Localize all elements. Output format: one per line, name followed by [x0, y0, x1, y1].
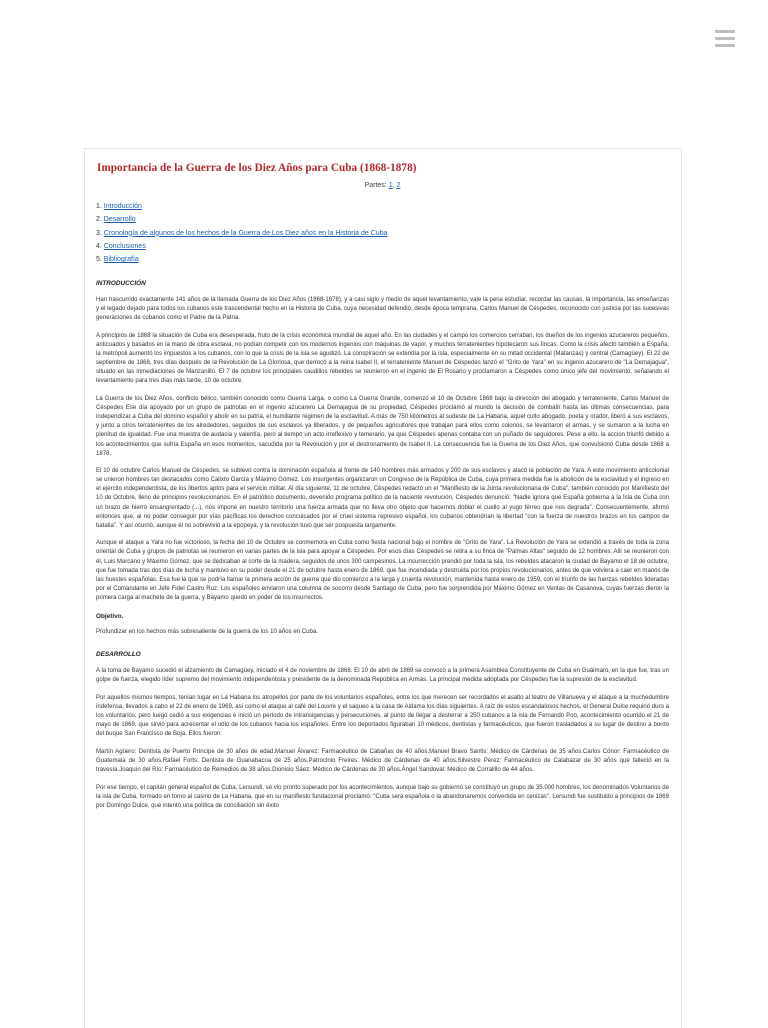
paragraph: Por aquellos mismos tiempos, tenían lugar en La Habana los atropellos por parte de los voluntarios españoles, entre los que merecen ser recordados el asalto al teatro de Villanueva y el ataque a la muchedumbre indefensa, llevados a cabo el 22 de enero de 1969, así como el ataque al café del Louvre y el saqueo a la casa de Aldama los días siguientes. A raíz de estos escandalosos hechos, el General Dulce requirió duro a los voluntarios; pero luego cedió a sus exigencias e inició un período de intransigencias y persecuciones, al punto de llegar a desterrar a 250 cubanos a la isla de Fernando Poo, acontecimiento ocurrido el 21 de mayo de 1869, que sirvió para acrecentar el odio de los cubanos hacia los españoles. Entre los deportados figuraban 10 médicos, dentistas y farmacéuticos, que fueron trasladados a su lugar de destino a bordo del buque San Francisco de Boja. Ellos fueron:: [96, 694, 669, 738]
menu-bar: [715, 30, 735, 33]
table-of-contents: [96, 203, 669, 264]
paragraph: El 10 de octubre Carlos Manuel de Céspedes, se sublevó contra la dominación española al frente de 140 hombres más armados y 200 de sus esclavos y atacó la población de Yara. A este movimiento anticolonial se unieron hombres tan destacados como Calixto García y Máximo Gómez. Los insurgentes organizaron un Congreso de la República de Cuba, cuya primera medida fue la abolición de la esclavitud y el ingreso en el ejército independentista, de los libertos aptos para el servicio militar. Al día siguiente, 11 de octubre, Céspedes redactó un el "Manifiesto de la Junta revolucionaria de Cuba", también conocido por Manifiesto del 10 de Octubre, lleno de principios revolucionarios. En el patriótico documento, devenido programa político de la naciente revolución, Céspedes denunció: "Nadie ignora que España gobierna a la Isla de Cuba con un brazo de hierro ensangrentado (...), nos impone en nuestro territorio una fuerza armada que no lleva otro objeto que hacernos doblar el cuello al yugo férreo que nos degrada". Consecuentemente, afirmó entonces que, al no poder conseguir por vías pacíficas los derechos conculcados por el cruel sistema represivo español, los cubanos obtendrían la libertad "con la fuerza de nuestros brazos en los campos de batalla". Y así ocurrió, aunque él no sobrevivió a la epopeya, y la revolución tuvo que ser pospuesta largamente.: [96, 468, 669, 529]
section-heading-introduccion: INTRODUCCIÓN: [96, 280, 146, 288]
paragraph: Han trascurrido exactamente 141 años de la llamada Guerra de los Diez Años (1868-1878), y a casi siglo y medio de aquel levantamiento, vale la pena estudiar, recordar las causas, la importancia, las enseñanzas y el legado dejado para todos los cubanos este trascendental hecho en la Historia de Cuba, cuya necesidad defendió, desde época temprana, Carlos Manuel de Céspedes, reconocido con justicia por las sucesivas generaciones de cubanos como el Padre de la Patria.: [96, 297, 669, 322]
toc-number: 2.: [96, 216, 102, 224]
hamburger-menu-icon[interactable]: [712, 26, 738, 52]
toc-link-conclusiones[interactable]: Conclusiones: [103, 242, 146, 250]
toc-item: [96, 230, 669, 238]
toc-item: [96, 216, 669, 224]
menu-bar: [715, 44, 735, 47]
objective-heading: Objetivo.: [96, 613, 124, 620]
toc-item: [96, 203, 669, 211]
toc-number: 1.: [96, 203, 102, 210]
menu-bar: [715, 37, 735, 40]
toc-link-introduccion[interactable]: Introducción: [103, 203, 142, 210]
paragraph: A la toma de Bayamo sucedió el alzamiento de Camagüey, iniciado el 4 de noviembre de 1868. El 10 de abril de 1869 se convocó a la primera Asamblea Constituyente de Cuba en Guáimaro, en la que fue, tras un golpe de fuerza, elegido líder supremo del movimiento independentista y presidente de la denominada República en Armas. La principal medida adoptada por Céspedes fue la supresión de la esclavitud.: [96, 668, 669, 684]
toc-number: 4.: [96, 242, 102, 250]
toc-link-cronologia[interactable]: Cronología de algunos de los hechos de la Guerra de Los Diez años en la Historia de Cuba: [103, 229, 388, 237]
section-heading-desarrollo: DESARROLLO: [96, 651, 141, 659]
toc-item: [96, 256, 669, 264]
parts-nav: Partes: 1, 2: [364, 182, 401, 189]
paragraph: Martín Agüero: Dentista de Puerto Príncipe de 30 años de edad.Manuel Álvarez: Farmacéutico de Cabañas de 40 años.Manuel Bravo Santis: Médico de Cárdenas de 35 años.Carlos Cónor: Farmacéutico de Guatemala de 30 años.Rafael Forts: Dentista de Guanabacoa de 25 años.Patrocinio Freires: Médico de Cárdenas de 40 años.Silvestre Pérez: Farmacéutico de Calabazar de 30 años que falleció en la travesía.Joaquín del Río: Farmacéutico de Remedios de 38 años.Dionisio Sáez: Médico de Cárdenas de 30 años.Ángel Sandoval: Médico de Corralillo de 44 años.: [96, 748, 669, 773]
paragraph: La Guerra de los Diez Años, conflicto bélico, también conocido como Guerra Larga, o como La Guerra Grande, comenzó el 10 de Octubre 1868 bajo la dirección del abogado y terrateniente, Carlos Manuel de Céspedes Ese día apoyado por un grupo de patriotas en el ingenio azucarero La Demajagua de su propiedad, Céspedes proclamó al mundo la decisión de combatir hasta las últimas consecuencias, para independizar a Cuba del dominio español y abolir en su patria, el humillante régimen de la esclavitud. A más de 750 kilómetros al sudeste de La Habana, aquel culto abogado, poeta y orador, liberó a sus esclavos, y junto a otros terratenientes de los alrededores, seguidos de sus esclavos ya liberados, y de pequeños agricultores que trabajan para ellos como colonos, se levantaron el armas, y se sumaron a la lucha en plenitud de igualdad. Fue una muestra de audacia y valentía, pero al tiempo un acto irreflexivo y temerario, ya que Céspedes apenas contaba con un puñado de seguidores. Pese a ello, la acción triunfó debido a los acontecimientos que sufría España en esos momentos, sacudida por la Revolución y por el destronamiento de Isabel II. La consecuencia fue la Guerra de los Diez Años, que convulsionó Cuba desde 1868 a 1878.: [96, 396, 669, 457]
part-link-1[interactable]: 1: [388, 182, 393, 189]
document-title: Importancia de la Guerra de los Diez Años para Cuba (1868-1878): [97, 162, 417, 174]
toc-link-desarrollo[interactable]: Desarrollo: [103, 216, 136, 224]
paragraph: Por ese tiempo, el capitán general español de Cuba, Lersundi, se vio pronto superado por los acontecimientos, aunque bajo su gobierno se constituyó un grupo de 35.000 hombres, los denominados Voluntarios de la isla de Cuba, formado en torno al casino de La Habana, que en su manifiesto fundacional proclamó: "Cuba será española o la abandonaremos convertida en cenizas". Lersundi fue sustituido a principios de 1869 por Domingo Dulce, que intentó una política de conciliación sin éxito: [96, 784, 669, 809]
document-page: [84, 148, 682, 1028]
paragraph: A principios de 1868 la situación de Cuba era desesperada, fruto de la crisis económica mundial de aquel año. En las ciudades y el campo los comercios cerraban, los dueños de los ingenios azucareros pequeños, anticuados y basados en la mano de obra esclava, no podían competir con los modernos ingenios con máquinas de vapor, y muchos terratenientes hipotecaron sus fincas. Como la crisis afectó también a España, la metrópoli aumentó los impuestos a los cubanos, con lo que la crisis de la isla se agudizó. La conspiración se extendía por la isla, especialmente en su mitad occidental (Matanzas) y central (Camagüey). El 22 de septiembre de 1868, tres días después de la Revolución de La Gloriosa, que derrocó a la reina Isabel II, el terrateniente Manuel de Céspedes lanzó el "Grito de Yara" en su ingenio azucarero de "La Demajagua", situado en las inmediaciones de Manzanillo. El 7 de octubre los principales caudillos rebeldes se reunieron en el ingenio de El Rosario y proclamaron a Céspedes como único jefe del movimiento, señalando el levantamiento para tres días más tarde, 10 de octubre.: [96, 332, 669, 385]
objective-text: Profundizar en los hechos más sobresaliente de la guerra de los 10 años en Cuba.: [96, 629, 318, 635]
toc-item: [96, 243, 669, 251]
toc-number: 5.: [96, 256, 102, 264]
toc-link-bibliografia[interactable]: Bibliografía: [103, 256, 139, 264]
parts-label: Partes:: [364, 182, 387, 189]
paragraph: Aunque el ataque a Yara no fue victorioso, la fecha del 10 de Octubre se conmemora en Cuba como fiesta nacional bajo el nombre de "Grito de Yara". La Revolución de Yara se extendió a través de toda la zona oriental de Cuba y grupos de patriotas se reunieron en varias partes de la isla para apoyar a Céspedes. Por esos días Céspedes se retira a su finca de "Palmas Altas" seguido de 12 hombres. Allí se reunieron con él, Luis Marcano y Máximo Gómez, que se dedicaban al corte de la madera, seguidos de unos 300 campesinos. La insurrección prendió por toda la isla, los rebeldes atacaron la ciudad de Bayamo el 18 de octubre, que fue tomada tras dos días de lucha y mantuvo en su poder desde el 21 de octubre hasta enero de 1869, que fue incendiada y destruida por los propios revolucionarios, antes de que volviera a caer en manos de las huestes españolas. Esa fue la que se podría llamar la primera acción de guerra que dio comienzo a la larga y cruenta revolución, mantenida hasta enero de 1959, con el triunfo de las fuerzas rebeldes lideradas por el Comandante en Jefe Fidel Castro Ruz. Los españoles enviaron una columna de socorro desde Santiago de Cuba, pero fue sorprendida por Máximo Gómez en Ventas de Casanova, cuyas fuerzas dieron la primera carga al machete de la guerra, y Bayamo quedó en poder de los insurrectos.: [96, 540, 669, 601]
part-link-2[interactable]: 2: [396, 182, 401, 189]
toc-number: 3.: [96, 229, 102, 237]
